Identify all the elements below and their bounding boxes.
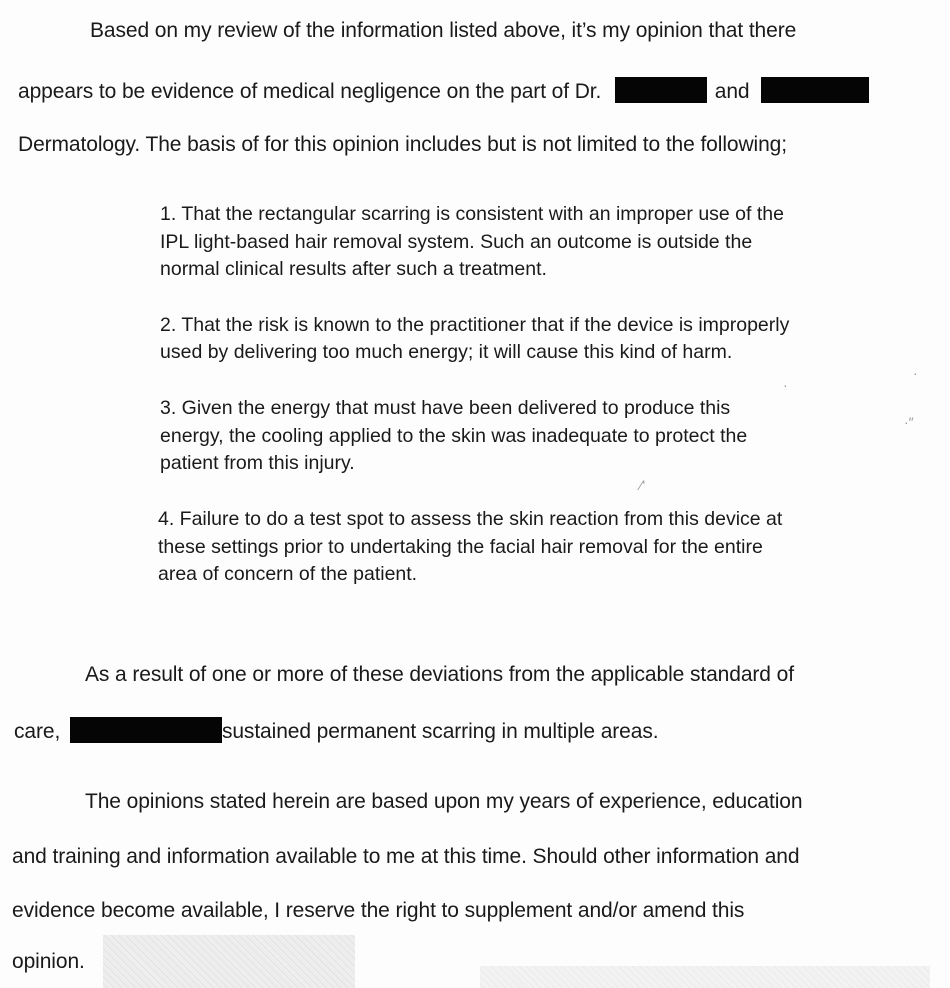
paragraph-2-line-2-care: care,	[14, 720, 61, 743]
list-item-line: 3. Given the energy that must have been delivered to produce this	[160, 397, 731, 419]
redaction-block-doctor-name	[615, 77, 707, 103]
paragraph-1-line-2-text: appears to be evidence of medical negligence on the part of Dr.	[18, 80, 602, 103]
paragraph-3-line-2: and training and information available to me at this time. Should other information and	[12, 845, 800, 868]
list-item-line: patient from this injury.	[160, 452, 355, 474]
list-item-line: used by delivering too much energy; it will cause this kind of harm.	[160, 341, 733, 363]
list-item-line: IPL light-based hair removal system. Such an outcome is outside the	[160, 231, 753, 253]
scan-speck: ⁄‘	[640, 477, 646, 493]
scan-smudge-signature-area	[103, 935, 355, 988]
list-item-line: 1. That the rectangular scarring is consistent with an improper use of the	[160, 203, 784, 225]
list-item-line: 2. That the risk is known to the practitioner that if the device is improperly	[160, 314, 790, 336]
scan-speck: ·	[783, 377, 788, 393]
scan-smudge-bottom	[480, 966, 930, 988]
paragraph-1-line-2-and: and	[714, 80, 750, 103]
scan-speck: ·	[913, 365, 918, 381]
paragraph-3-line-3: evidence become available, I reserve the right to supplement and/or amend this	[12, 899, 745, 922]
list-item-line: energy, the cooling applied to the skin was inadequate to protect the	[160, 425, 748, 447]
paragraph-2-line-1: As a result of one or more of these deviations from the applicable standard of	[85, 663, 794, 686]
paragraph-1-line-2	[18, 77, 869, 103]
list-item-line: these settings prior to undertaking the facial hair removal for the entire	[158, 536, 763, 558]
paragraph-1-line-3: Dermatology. The basis of for this opinion includes but is not limited to the following;	[18, 133, 788, 156]
redaction-block-practice-name	[761, 77, 869, 103]
paragraph-3-line-1: The opinions stated herein are based upon my years of experience, education	[85, 790, 803, 813]
paragraph-2-line-2	[14, 717, 658, 743]
redaction-block-patient-name	[70, 717, 222, 743]
scan-speck: ·″	[904, 414, 914, 430]
list-item-line: area of concern of the patient.	[158, 563, 418, 585]
paragraph-2-line-2-text: sustained permanent scarring in multiple areas.	[221, 720, 659, 743]
paragraph-1-line-1: Based on my review of the information listed above, it’s my opinion that there	[90, 19, 797, 42]
list-item-line: normal clinical results after such a treatment.	[160, 258, 547, 280]
paragraph-3-line-4: opinion.	[12, 950, 85, 973]
list-item-line: 4. Failure to do a test spot to assess the skin reaction from this device at	[158, 508, 783, 530]
